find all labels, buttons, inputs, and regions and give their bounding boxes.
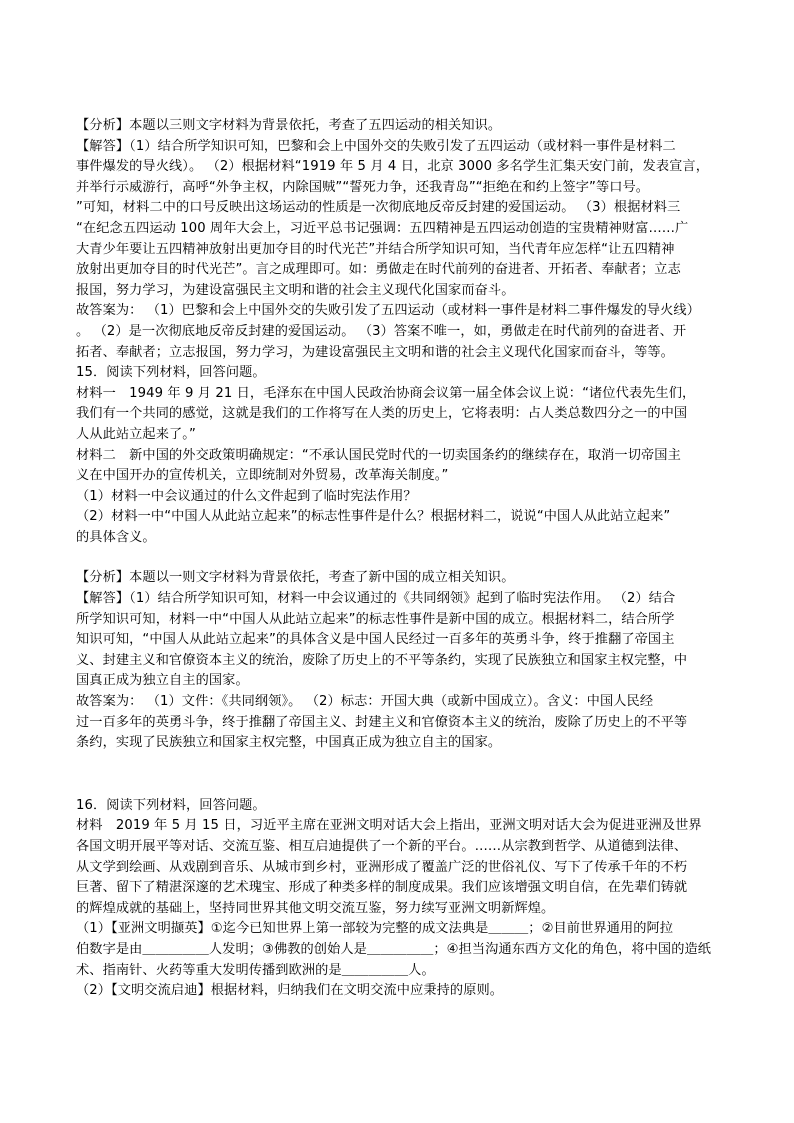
text-line: 所学知识可知，材料一中“中国人从此站立起来”的标志性事件是新中国的成立。根据材料二，结合所学 xyxy=(76,611,675,627)
text-line: 故答案为： （1）文件：《共同纲领》。 （2）标志：开国大典（或新中国成立）。含义：中国人民经 xyxy=(76,694,654,710)
text-line: 从文学到绘画、从戏剧到音乐、从城市到乡村，亚洲形成了覆盖广泛的世俗礼仪、写下了传承千年的不朽 xyxy=(76,859,688,875)
question-16-title: 16．阅读下列材料，回答问题。 xyxy=(76,797,266,813)
text-line: 各国文明开展平等对话、交流互鉴、相互启迪提供了一个新的平台。……从宗教到哲学、从道德到法律、 xyxy=(76,839,688,854)
text-line: 事件爆发的导火线）。 （2）根据材料“1919 年 5 月 4 日，北京 3000 多名学生汇集天安门前，发表宣言， xyxy=(76,159,709,175)
spacer xyxy=(76,548,726,568)
text-line: 【解答】（1）结合所学知识可知，巴黎和会上中国外交的失败引发了五四运动（或材料一事件是材料二 xyxy=(76,138,676,154)
text-line: 大青少年要让五四精神放射出更加夺目的时代光芒”并结合所学知识可知，当代青年应怎样“让五四精神 xyxy=(76,241,675,257)
text-line: 的具体含义。 xyxy=(76,529,156,545)
text-line: 材料一 1949 年 9 月 21 日，毛泽东在中国人民政治协商会议第一届全体会议上说：“诸位代表先生们， xyxy=(76,385,696,401)
text-line: ”可知，材料二中的口号反映出这场运动的性质是一次彻底地反帝反封建的爱国运动。 （3）根据材料三 xyxy=(76,200,681,216)
text-line: 的辉煌成就的基础上，坚持同世界其他文明交流互鉴，努力续写亚洲文明新辉煌。 xyxy=(76,900,555,916)
question-15-title: 15．阅读下列材料，回答问题。 xyxy=(76,365,266,381)
text-line: 。 （2）是一次彻底地反帝反封建的爱国运动。 （3）答案不唯一，如，勇做走在时代前列的奋进者、开 xyxy=(76,323,687,339)
text-line: 材料 2019 年 5 月 15 日，习近平主席在亚洲文明对话大会上指出，亚洲文明对话大会为促进亚洲及世界 xyxy=(76,818,702,834)
text-line: 义在中国开办的宣传机关，立即统制对外贸易，改革海关制度。” xyxy=(76,468,449,484)
text-line: （1）材料一中会议通过的什么文件起到了临时宪法作用？ xyxy=(76,488,417,504)
text-line: 【分析】本题以一则文字材料为背景依托，考查了新中国的成立相关知识。 xyxy=(76,570,515,586)
text-line: （2）材料一中“中国人从此站立起来”的标志性事件是什么？根据材料二，说说“中国人从此站立起来” xyxy=(76,509,671,525)
text-line: 放射出更加夺目的时代光芒”。言之成理即可。如：勇做走在时代前列的奋进者、开拓者、奉献者；立志 xyxy=(76,262,681,278)
text-line: 材料二 新中国的外交政策明确规定：“不承认国民党时代的一切卖国条约的继续存在，取消一切帝国主 xyxy=(76,447,681,463)
text-line: 过一百多年的英勇斗争，终于推翻了帝国主义、封建主义和官僚资本主义的统治，废除了历史上的不平等 xyxy=(76,714,688,730)
spacer xyxy=(76,754,726,796)
text-line: “在纪念五四运动 100 周年大会上，习近平总书记强调：五四精神是五四运动创造的宝贵精神财富……广 xyxy=(76,220,689,236)
text-line: 巨著、留下了精湛深邃的艺术瑰宝、形成了种类多样的制度成果。我们应该增强文明自信，在先辈们铸就 xyxy=(76,880,688,896)
section-15-analysis xyxy=(76,568,726,753)
text-line: 【解答】（1）结合所学知识可知，材料一中会议通过的《共同纲领》起到了临时宪法作用。 （2）结合 xyxy=(76,591,676,607)
text-line: 术、指南针、火药等重大发明传播到欧洲的是＿＿＿＿＿人。 xyxy=(76,962,435,978)
text-line: 国真正成为独立自主的国家。 xyxy=(76,673,249,689)
section-16-question xyxy=(76,796,726,1002)
section-14-analysis xyxy=(76,116,726,548)
text-line: 拓者、奉献者；立志报国，努力学习，为建设富强民主文明和谐的社会主义现代化国家而奋斗，等等。 xyxy=(76,344,674,360)
text-line: （2）【文明交流启迪】根据材料，归纳我们在文明交流中应秉持的原则。 xyxy=(76,983,504,999)
text-line: 知识可知，“中国人从此站立起来”的具体含义是中国人民经过一百多年的英勇斗争，终于推翻了帝国主 xyxy=(76,632,675,648)
text-line: 【分析】本题以三则文字材料为背景依托，考查了五四运动的相关知识。 xyxy=(76,118,502,133)
document-page xyxy=(76,116,726,1002)
text-line: 义、封建主义和官僚资本主义的统治，废除了历史上的不平等条约，实现了民族独立和国家主权完整，中 xyxy=(76,652,688,668)
text-line: 并举行示威游行，高呼“外争主权，内除国贼”“誓死力争，还我青岛”“拒绝在和约上签字”等口号。 xyxy=(76,179,650,195)
text-line: 条约，实现了民族独立和国家主权完整，中国真正成为独立自主的国家。 xyxy=(76,735,502,751)
text-line: （1）【亚洲文明撷英】①迄今已知世界上第一部较为完整的成文法典是＿＿＿；②目前世界通用的阿拉 xyxy=(76,921,674,937)
text-line: 人从此站立起来了。” xyxy=(76,426,196,442)
text-line: 故答案为： （1）巴黎和会上中国外交的失败引发了五四运动（或材料一事件是材料二事件爆发的导火线） xyxy=(76,303,701,319)
text-line: 报国，努力学习，为建设富强民主文明和谐的社会主义现代化国家而奋斗。 xyxy=(76,282,515,298)
text-line: 我们有一个共同的感觉，这就是我们的工作将写在人类的历史上，它将表明：占人类总数四分之一的中国 xyxy=(76,406,688,422)
text-line: 伯数字是由＿＿＿＿＿人发明；③佛教的创始人是＿＿＿＿＿；④担当沟通东西方文化的角色，将中国的造纸 xyxy=(76,941,712,957)
